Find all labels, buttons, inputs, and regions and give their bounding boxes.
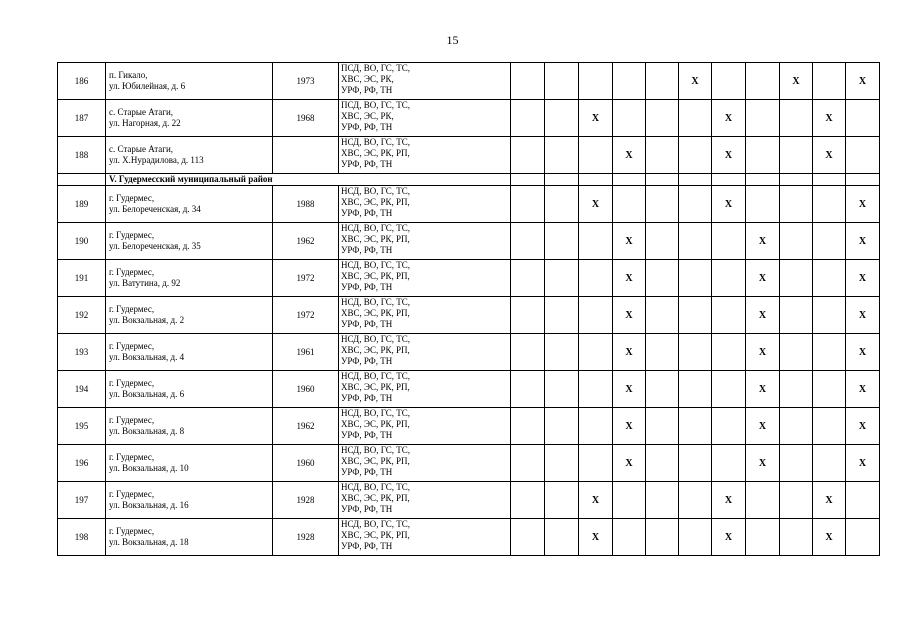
work-mark-cell (679, 260, 712, 297)
work-mark-cell (780, 100, 813, 137)
work-mark-cell (511, 297, 545, 334)
work-mark-cell (746, 482, 780, 519)
work-mark-cell (545, 63, 579, 100)
work-mark-cell (813, 445, 846, 482)
work-mark-cell: Х (846, 260, 880, 297)
work-mark-cell: Х (613, 445, 646, 482)
section-empty-cell (679, 174, 712, 186)
address-locality: г. Гудермес, (109, 267, 155, 277)
work-mark-cell (613, 63, 646, 100)
work-mark-cell: Х (613, 371, 646, 408)
services-line-3: УРФ, РФ, ТН (341, 541, 393, 551)
work-mark-cell (579, 223, 613, 260)
work-mark-cell (545, 297, 579, 334)
services-line-1: НСД, ВО, ГС, ТС, (341, 371, 411, 381)
work-mark-cell: Х (712, 137, 746, 174)
build-year: 1962 (273, 223, 339, 260)
address-cell (106, 297, 273, 334)
address-street: ул. Вокзальная, д. 18 (109, 537, 189, 547)
services-line-2: ХВС, ЭС, РК, РП, (341, 197, 410, 207)
services-line-2: ХВС, ЭС, РК, РП, (341, 530, 410, 540)
work-mark-cell (746, 100, 780, 137)
work-mark-cell (780, 482, 813, 519)
work-mark-cell (679, 482, 712, 519)
work-mark-cell (679, 334, 712, 371)
work-mark-cell: Х (846, 223, 880, 260)
work-mark-cell (511, 223, 545, 260)
address-cell (106, 334, 273, 371)
work-mark-cell (780, 445, 813, 482)
work-mark-cell: Х (846, 297, 880, 334)
address-street: ул. Ватутина, д. 92 (109, 278, 181, 288)
work-mark-cell: Х (579, 482, 613, 519)
work-mark-cell (579, 371, 613, 408)
row-number: 195 (58, 408, 106, 445)
table-row (58, 100, 880, 137)
work-mark-cell (579, 334, 613, 371)
address-street: ул. Х.Нурадилова, д. 113 (109, 155, 204, 165)
row-number: 189 (58, 186, 106, 223)
row-number: 188 (58, 137, 106, 174)
services-line-1: НСД, ВО, ГС, ТС, (341, 297, 411, 307)
work-mark-cell (545, 519, 579, 556)
work-mark-cell (646, 334, 679, 371)
work-mark-cell (646, 297, 679, 334)
row-number: 192 (58, 297, 106, 334)
address-cell (106, 100, 273, 137)
section-empty-cell (712, 174, 746, 186)
services-line-2: ХВС, ЭС, РК, РП, (341, 456, 410, 466)
work-mark-cell (780, 260, 813, 297)
address-cell (106, 223, 273, 260)
services-line-2: ХВС, ЭС, РК, (341, 74, 394, 84)
work-mark-cell: Х (613, 260, 646, 297)
work-mark-cell: Х (613, 408, 646, 445)
address-cell (106, 482, 273, 519)
table-row (58, 63, 880, 100)
table-row (58, 445, 880, 482)
row-number: 190 (58, 223, 106, 260)
work-mark-cell (511, 260, 545, 297)
services-cell (339, 408, 511, 445)
table-body (58, 63, 880, 556)
services-line-3: УРФ, РФ, ТН (341, 430, 393, 440)
services-line-2: ХВС, ЭС, РК, РП, (341, 345, 410, 355)
work-mark-cell (545, 334, 579, 371)
work-mark-cell (679, 186, 712, 223)
housing-register-table (57, 62, 880, 556)
section-number (58, 174, 106, 186)
work-mark-cell (545, 408, 579, 445)
address-cell (106, 408, 273, 445)
work-mark-cell (746, 519, 780, 556)
work-mark-cell: Х (712, 186, 746, 223)
work-mark-cell (511, 334, 545, 371)
services-cell (339, 371, 511, 408)
section-header-row (58, 174, 880, 186)
work-mark-cell (780, 519, 813, 556)
table-row (58, 519, 880, 556)
work-mark-cell (712, 334, 746, 371)
services-cell (339, 260, 511, 297)
work-mark-cell: Х (579, 519, 613, 556)
work-mark-cell (511, 371, 545, 408)
work-mark-cell (613, 186, 646, 223)
work-mark-cell (679, 297, 712, 334)
table-row (58, 186, 880, 223)
work-mark-cell (780, 334, 813, 371)
work-mark-cell (545, 482, 579, 519)
work-mark-cell (646, 408, 679, 445)
work-mark-cell (813, 297, 846, 334)
work-mark-cell (646, 482, 679, 519)
address-street: ул. Белореченская, д. 35 (109, 241, 201, 251)
address-locality: г. Гудермес, (109, 526, 155, 536)
work-mark-cell (712, 297, 746, 334)
work-mark-cell: Х (846, 186, 880, 223)
services-line-3: УРФ, РФ, ТН (341, 122, 393, 132)
work-mark-cell (511, 408, 545, 445)
work-mark-cell (679, 137, 712, 174)
work-mark-cell (579, 63, 613, 100)
services-cell (339, 334, 511, 371)
work-mark-cell (613, 100, 646, 137)
address-street: ул. Вокзальная, д. 2 (109, 315, 185, 325)
row-number: 198 (58, 519, 106, 556)
work-mark-cell: Х (780, 63, 813, 100)
work-mark-cell: Х (712, 482, 746, 519)
services-cell (339, 297, 511, 334)
work-mark-cell: Х (846, 371, 880, 408)
services-cell (339, 100, 511, 137)
services-line-3: УРФ, РФ, ТН (341, 208, 393, 218)
build-year: 1962 (273, 408, 339, 445)
address-locality: г. Гудермес, (109, 304, 155, 314)
address-locality: г. Гудермес, (109, 341, 155, 351)
row-number: 193 (58, 334, 106, 371)
work-mark-cell (545, 223, 579, 260)
services-line-2: ХВС, ЭС, РК, РП, (341, 271, 410, 281)
work-mark-cell (646, 371, 679, 408)
work-mark-cell: Х (712, 519, 746, 556)
work-mark-cell (746, 63, 780, 100)
work-mark-cell: Х (746, 260, 780, 297)
services-line-1: НСД, ВО, ГС, ТС, (341, 137, 411, 147)
work-mark-cell (679, 223, 712, 260)
work-mark-cell: Х (746, 334, 780, 371)
work-mark-cell (813, 186, 846, 223)
build-year: 1960 (273, 445, 339, 482)
services-cell (339, 137, 511, 174)
work-mark-cell (780, 297, 813, 334)
services-cell (339, 519, 511, 556)
work-mark-cell (746, 137, 780, 174)
build-year: 1968 (273, 100, 339, 137)
work-mark-cell (545, 100, 579, 137)
address-locality: г. Гудермес, (109, 378, 155, 388)
section-empty-cell (511, 174, 545, 186)
services-cell (339, 223, 511, 260)
services-line-1: НСД, ВО, ГС, ТС, (341, 334, 411, 344)
work-mark-cell: Х (579, 186, 613, 223)
section-empty-cell (780, 174, 813, 186)
services-line-1: НСД, ВО, ГС, ТС, (341, 519, 411, 529)
address-cell (106, 260, 273, 297)
services-cell (339, 445, 511, 482)
work-mark-cell (712, 371, 746, 408)
address-street: ул. Юбилейная, д. 6 (109, 81, 186, 91)
section-title: V. Гудермесский муниципальный район (106, 174, 511, 186)
services-cell (339, 63, 511, 100)
work-mark-cell: Х (613, 334, 646, 371)
work-mark-cell: Х (746, 223, 780, 260)
address-cell (106, 63, 273, 100)
work-mark-cell (613, 482, 646, 519)
build-year: 1960 (273, 371, 339, 408)
work-mark-cell: Х (746, 445, 780, 482)
services-line-3: УРФ, РФ, ТН (341, 282, 393, 292)
work-mark-cell (646, 137, 679, 174)
work-mark-cell (511, 445, 545, 482)
build-year: 1972 (273, 260, 339, 297)
work-mark-cell (545, 186, 579, 223)
work-mark-cell: Х (746, 408, 780, 445)
services-line-3: УРФ, РФ, ТН (341, 159, 393, 169)
build-year: 1988 (273, 186, 339, 223)
work-mark-cell (646, 100, 679, 137)
work-mark-cell (813, 260, 846, 297)
work-mark-cell (813, 408, 846, 445)
work-mark-cell (579, 445, 613, 482)
work-mark-cell: Х (813, 137, 846, 174)
section-empty-cell (613, 174, 646, 186)
work-mark-cell (613, 519, 646, 556)
work-mark-cell (545, 371, 579, 408)
address-locality: с. Старые Атаги, (109, 107, 174, 117)
services-line-2: ХВС, ЭС, РК, (341, 111, 394, 121)
services-line-1: НСД, ВО, ГС, ТС, (341, 260, 411, 270)
table-row (58, 408, 880, 445)
work-mark-cell (511, 519, 545, 556)
section-empty-cell (579, 174, 613, 186)
work-mark-cell: Х (613, 137, 646, 174)
services-line-2: ХВС, ЭС, РК, РП, (341, 148, 410, 158)
work-mark-cell (646, 519, 679, 556)
work-mark-cell (511, 63, 545, 100)
work-mark-cell (579, 408, 613, 445)
work-mark-cell (646, 186, 679, 223)
services-line-2: ХВС, ЭС, РК, РП, (341, 493, 410, 503)
work-mark-cell (780, 223, 813, 260)
address-locality: п. Гикало, (109, 70, 148, 80)
address-locality: г. Гудермес, (109, 415, 155, 425)
work-mark-cell (679, 445, 712, 482)
address-locality: г. Гудермес, (109, 452, 155, 462)
address-cell (106, 371, 273, 408)
row-number: 187 (58, 100, 106, 137)
services-line-1: НСД, ВО, ГС, ТС, (341, 482, 411, 492)
work-mark-cell (545, 445, 579, 482)
table-row (58, 260, 880, 297)
work-mark-cell: Х (746, 371, 780, 408)
work-mark-cell (579, 137, 613, 174)
services-line-3: УРФ, РФ, ТН (341, 85, 393, 95)
build-year: 1928 (273, 519, 339, 556)
work-mark-cell (813, 371, 846, 408)
address-street: ул. Белореченская, д. 34 (109, 204, 201, 214)
work-mark-cell (511, 137, 545, 174)
work-mark-cell (679, 519, 712, 556)
services-line-1: НСД, ВО, ГС, ТС, (341, 223, 411, 233)
work-mark-cell (780, 371, 813, 408)
table-row (58, 223, 880, 260)
work-mark-cell (813, 334, 846, 371)
row-number: 194 (58, 371, 106, 408)
work-mark-cell (646, 63, 679, 100)
work-mark-cell (511, 186, 545, 223)
work-mark-cell: Х (813, 482, 846, 519)
work-mark-cell (712, 223, 746, 260)
address-locality: с. Старые Атаги, (109, 144, 174, 154)
work-mark-cell (846, 100, 880, 137)
address-street: ул. Вокзальная, д. 8 (109, 426, 185, 436)
row-number: 186 (58, 63, 106, 100)
work-mark-cell (712, 63, 746, 100)
services-line-3: УРФ, РФ, ТН (341, 467, 393, 477)
section-empty-cell (813, 174, 846, 186)
work-mark-cell: Х (746, 297, 780, 334)
services-line-1: ПСД, ВО, ГС, ТС, (341, 100, 411, 110)
work-mark-cell (712, 260, 746, 297)
work-mark-cell: Х (846, 445, 880, 482)
services-line-3: УРФ, РФ, ТН (341, 356, 393, 366)
build-year: 1973 (273, 63, 339, 100)
address-cell (106, 445, 273, 482)
work-mark-cell (712, 445, 746, 482)
table-row (58, 297, 880, 334)
work-mark-cell (780, 137, 813, 174)
address-locality: г. Гудермес, (109, 489, 155, 499)
table-row (58, 371, 880, 408)
address-cell (106, 186, 273, 223)
work-mark-cell: Х (613, 223, 646, 260)
work-mark-cell (646, 445, 679, 482)
address-street: ул. Нагорная, д. 22 (109, 118, 181, 128)
address-locality: г. Гудермес, (109, 193, 155, 203)
work-mark-cell (780, 408, 813, 445)
work-mark-cell: Х (679, 63, 712, 100)
table-row (58, 334, 880, 371)
work-mark-cell: Х (813, 100, 846, 137)
section-empty-cell (746, 174, 780, 186)
services-line-1: НСД, ВО, ГС, ТС, (341, 408, 411, 418)
section-empty-cell (646, 174, 679, 186)
section-empty-cell (545, 174, 579, 186)
address-street: ул. Вокзальная, д. 16 (109, 500, 189, 510)
work-mark-cell (545, 260, 579, 297)
build-year (273, 137, 339, 174)
work-mark-cell: Х (846, 334, 880, 371)
services-cell (339, 186, 511, 223)
row-number: 196 (58, 445, 106, 482)
services-line-3: УРФ, РФ, ТН (341, 393, 393, 403)
build-year: 1928 (273, 482, 339, 519)
address-cell (106, 519, 273, 556)
section-empty-cell (846, 174, 880, 186)
work-mark-cell (813, 223, 846, 260)
work-mark-cell (579, 297, 613, 334)
work-mark-cell (679, 100, 712, 137)
work-mark-cell (511, 100, 545, 137)
row-number: 197 (58, 482, 106, 519)
address-street: ул. Вокзальная, д. 10 (109, 463, 189, 473)
services-line-3: УРФ, РФ, ТН (341, 245, 393, 255)
services-line-2: ХВС, ЭС, РК, РП, (341, 234, 410, 244)
address-street: ул. Вокзальная, д. 4 (109, 352, 185, 362)
work-mark-cell (646, 223, 679, 260)
work-mark-cell: Х (712, 100, 746, 137)
work-mark-cell (679, 408, 712, 445)
work-mark-cell (780, 186, 813, 223)
work-mark-cell (545, 137, 579, 174)
address-street: ул. Вокзальная, д. 6 (109, 389, 185, 399)
work-mark-cell (646, 260, 679, 297)
work-mark-cell (846, 482, 880, 519)
work-mark-cell: Х (846, 408, 880, 445)
work-mark-cell: Х (613, 297, 646, 334)
work-mark-cell (846, 519, 880, 556)
work-mark-cell: Х (579, 100, 613, 137)
services-line-1: НСД, ВО, ГС, ТС, (341, 186, 411, 196)
address-locality: г. Гудермес, (109, 230, 155, 240)
services-line-1: НСД, ВО, ГС, ТС, (341, 445, 411, 455)
work-mark-cell (679, 371, 712, 408)
work-mark-cell (579, 260, 613, 297)
work-mark-cell (712, 408, 746, 445)
services-line-3: УРФ, РФ, ТН (341, 504, 393, 514)
work-mark-cell (746, 186, 780, 223)
work-mark-cell: Х (813, 519, 846, 556)
services-cell (339, 482, 511, 519)
page-number: 15 (446, 33, 459, 47)
address-cell (106, 137, 273, 174)
services-line-2: ХВС, ЭС, РК, РП, (341, 382, 410, 392)
work-mark-cell (511, 482, 545, 519)
work-mark-cell: Х (846, 63, 880, 100)
services-line-2: ХВС, ЭС, РК, РП, (341, 308, 410, 318)
table-row (58, 137, 880, 174)
work-mark-cell (846, 137, 880, 174)
services-line-3: УРФ, РФ, ТН (341, 319, 393, 329)
services-line-2: ХВС, ЭС, РК, РП, (341, 419, 410, 429)
row-number: 191 (58, 260, 106, 297)
services-line-1: ПСД, ВО, ГС, ТС, (341, 63, 411, 73)
build-year: 1961 (273, 334, 339, 371)
work-mark-cell (813, 63, 846, 100)
table-row (58, 482, 880, 519)
build-year: 1972 (273, 297, 339, 334)
